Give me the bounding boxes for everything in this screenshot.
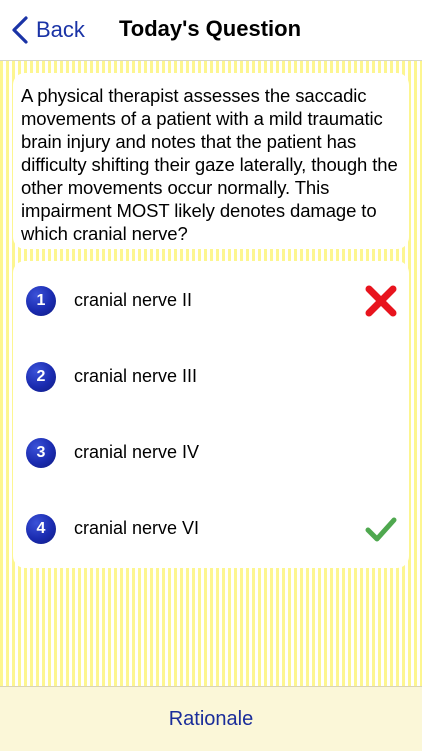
question-text: A physical therapist assesses the saccadic movements of a patient with a mild traumatic brain injury and notes that the patient has difficulty shifting their gaze laterally, though the other movements occur normally. This impairment MOST likely denotes damage to which cranial nerve? — [21, 85, 398, 244]
rationale-button[interactable]: Rationale — [168, 707, 254, 730]
correct-check-icon — [363, 511, 399, 547]
answer-label: cranial nerve III — [74, 366, 198, 386]
page-title: Today's Question — [118, 16, 302, 41]
back-label: Back — [36, 17, 85, 42]
answer-number-badge: 4 — [26, 514, 56, 544]
answer-number-badge: 2 — [26, 362, 56, 392]
question-card — [13, 73, 409, 249]
answer-option-2[interactable] — [13, 339, 409, 415]
answer-label: cranial nerve II — [74, 290, 193, 310]
answer-label: cranial nerve IV — [74, 442, 200, 462]
answer-number-badge: 1 — [26, 286, 56, 316]
navigation-bar — [0, 0, 422, 61]
answer-option-1[interactable] — [13, 263, 409, 339]
answer-label: cranial nerve VI — [74, 518, 200, 538]
chevron-left-icon — [10, 15, 30, 45]
incorrect-x-icon — [363, 283, 399, 319]
answer-number-badge: 3 — [26, 438, 56, 468]
answers-list — [13, 261, 409, 568]
back-button[interactable] — [10, 14, 85, 46]
answer-option-4[interactable] — [13, 491, 409, 567]
answer-option-3[interactable] — [13, 415, 409, 491]
bottom-toolbar — [0, 686, 422, 751]
